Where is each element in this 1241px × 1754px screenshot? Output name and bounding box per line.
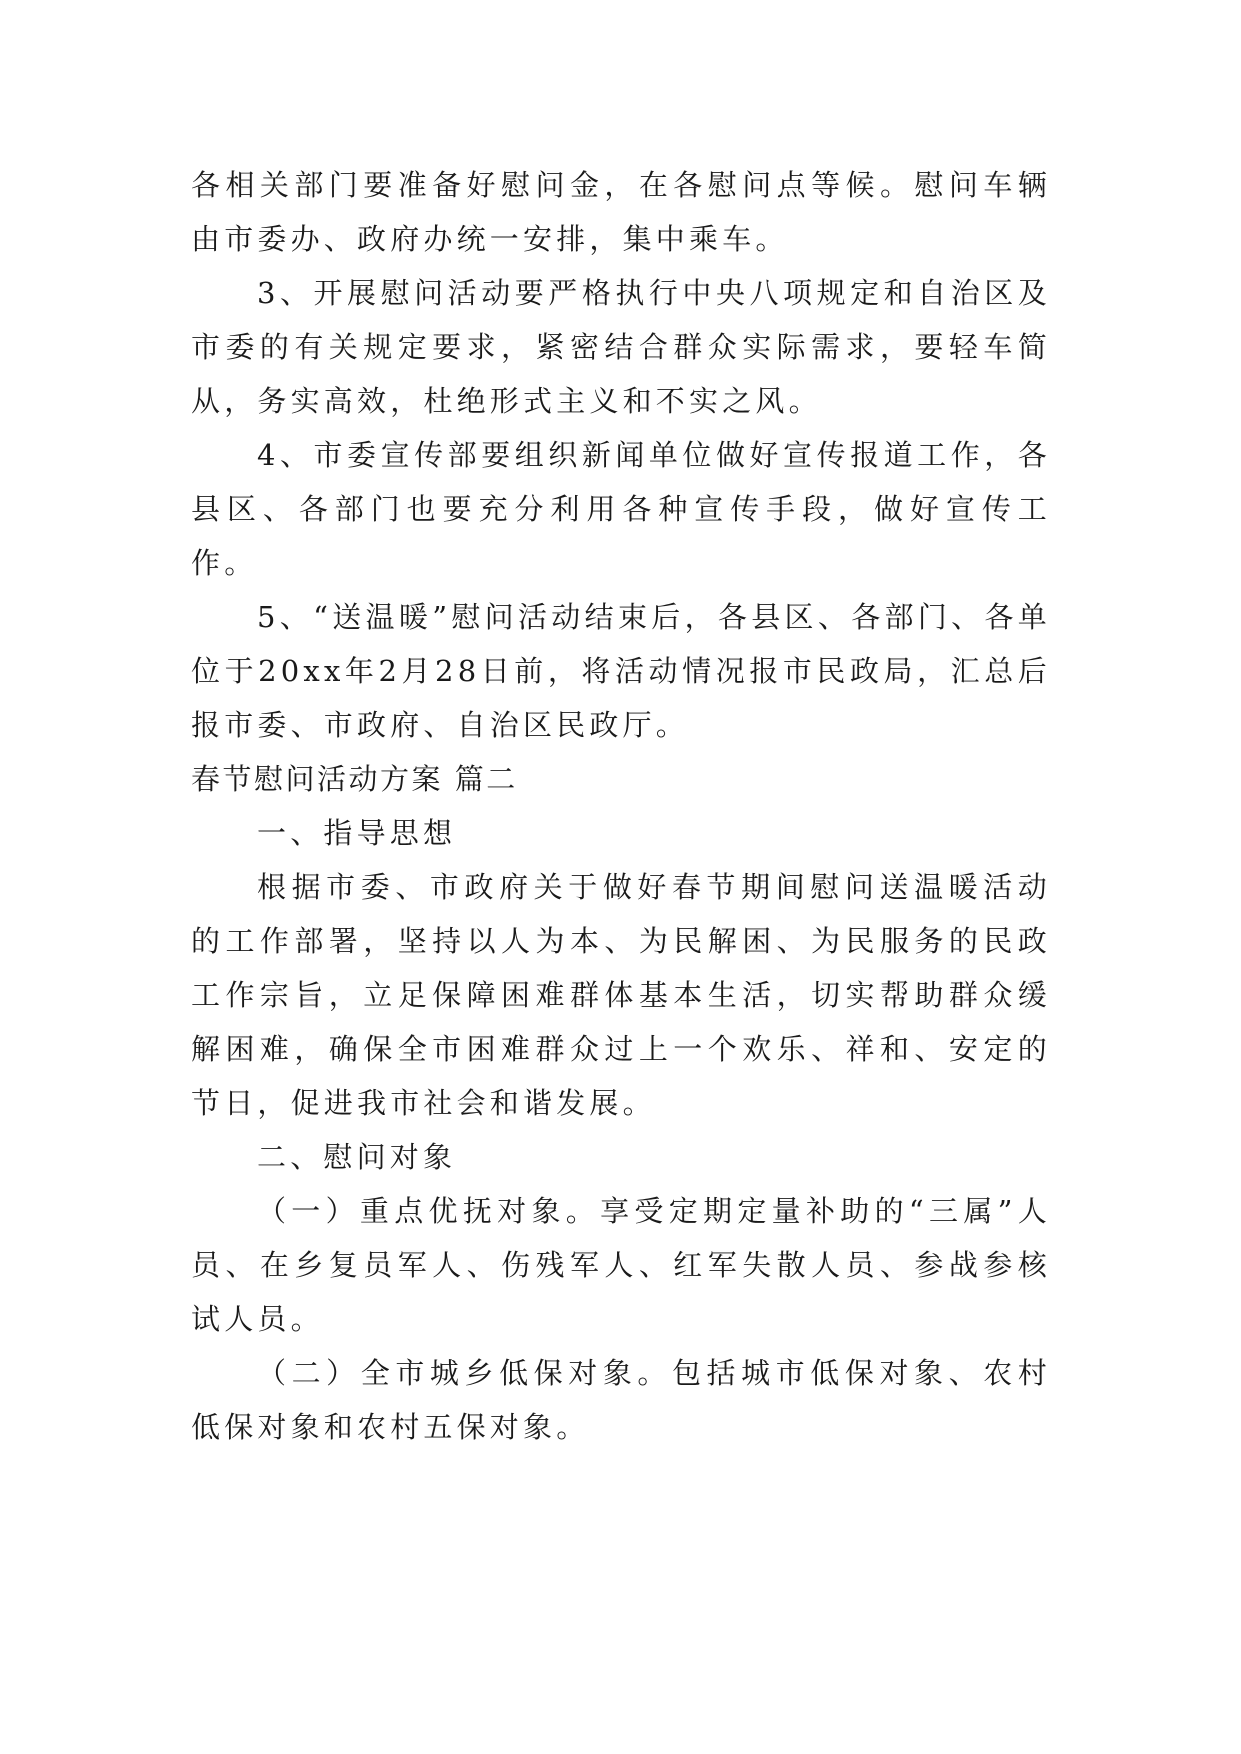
paragraph-target-2: （二）全市城乡低保对象。包括城市低保对象、农村低保对象和农村五保对象。 [191, 1356, 1051, 1444]
paragraph-item-4: 4、市委宣传部要组织新闻单位做好宣传报道工作，各县区、各部门也要充分利用各种宣传手段，做好宣传工作。 [191, 438, 1051, 580]
paragraph-continuation: 各相关部门要准备好慰问金，在各慰问点等候。慰问车辆由市委办、政府办统一安排，集中乘车。 [191, 168, 1051, 256]
section-title: 春节慰问活动方案 篇二 [191, 762, 518, 796]
paragraph-item-5: 5、“送温暖”慰问活动结束后，各县区、各部门、各单位于20xx年2月28日前，将活动情况报市民政局，汇总后报市委、市政府、自治区民政厅。 [191, 600, 1051, 742]
paragraph-target-1: （一）重点优抚对象。享受定期定量补助的“三属”人员、在乡复员军人、伤残军人、红军失散人员、参战参核试人员。 [191, 1194, 1051, 1336]
document-body [191, 158, 1051, 1454]
heading-condolence-targets: 二、慰问对象 [257, 1140, 457, 1174]
paragraph-guiding-thought: 根据市委、市政府关于做好春节期间慰问送温暖活动的工作部署，坚持以人为本、为民解困、为民服务的民政工作宗旨，立足保障困难群体基本生活，切实帮助群众缓解困难，确保全市困难群众过上一个欢乐、祥和、安定的节日，促进我市社会和谐发展。 [191, 870, 1051, 1120]
paragraph-item-3: 3、开展慰问活动要严格执行中央八项规定和自治区及市委的有关规定要求，紧密结合群众实际需求，要轻车简从，务实高效，杜绝形式主义和不实之风。 [191, 276, 1051, 418]
heading-guiding-thought: 一、指导思想 [257, 816, 457, 850]
